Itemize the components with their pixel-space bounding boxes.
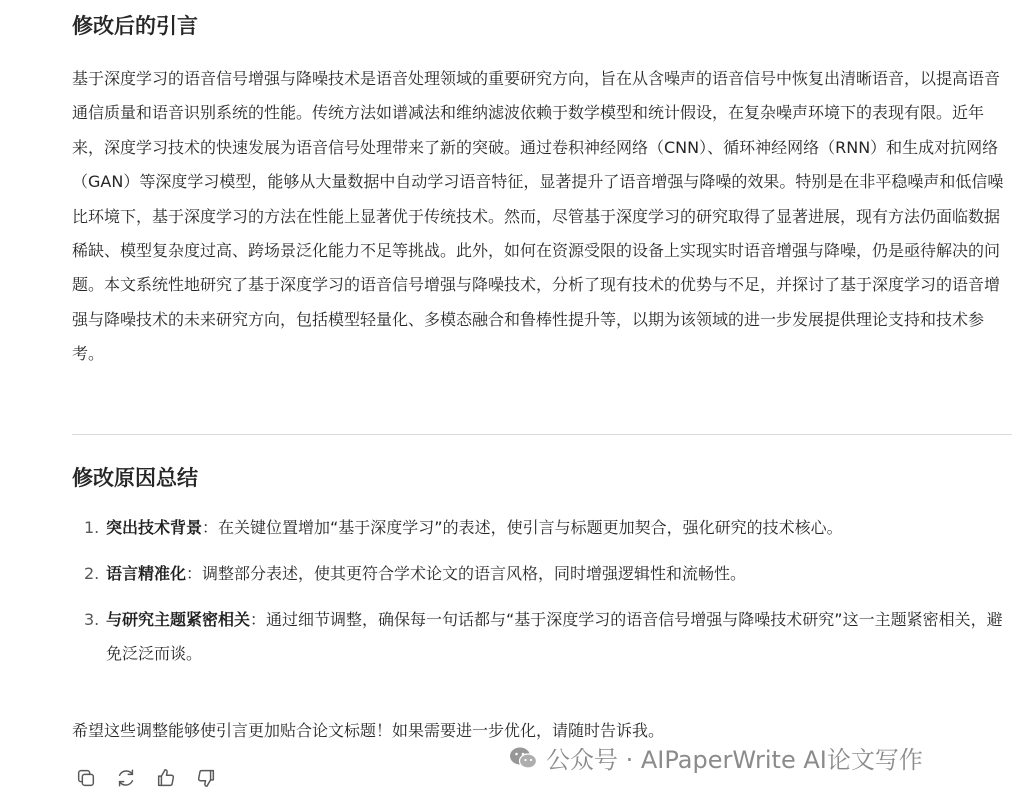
revised-intro-paragraph: 基于深度学习的语音信号增强与降噪技术是语音处理领域的重要研究方向，旨在从含噪声的语音信号中恢复出清晰语音，以提高语音通信质量和语音识别系统的性能。传统方法如谱减法和维纳滤波依赖于数学模型和统计假设，在复杂噪声环境下的表现有限。近年来，深度学习技术的快速发展为语音信号处理带来了新的突破。通过卷积神经网络（CNN）、循环神经网络（RNN）和生成对抗网络（GAN）等深度学习模型，能够从大量数据中自动学习语音特征，显著提升了语音增强与降噪的效果。特别是在非平稳噪声和低信噪比环境下，基于深度学习的方法在性能上显著优于传统技术。然而，尽管基于深度学习的研究取得了显著进展，现有方法仍面临数据稀缺、模型复杂度过高、跨场景泛化能力不足等挑战。此外，如何在资源受限的设备上实现实时语音增强与降噪，仍是亟待解决的问题。本文系统性地研究了基于深度学习的语音信号增强与降噪技术，分析了现有技术的优势与不足，并探讨了基于深度学习的语音增强与降噪技术的未来研究方向，包括模型轻量化、多模态融合和鲁棒性提升等，以期为该领域的进一步发展提供理论支持和技术参考。	[72, 69, 1004, 364]
thumbs-up-button[interactable]	[152, 764, 180, 792]
closing-text: 希望这些调整能够使引言更加贴合论文标题！如果需要进一步优化，请随时告诉我。	[72, 721, 665, 740]
regenerate-button[interactable]	[112, 764, 140, 792]
thumbs-down-button[interactable]	[192, 764, 220, 792]
list-item-heading: 与研究主题紧密相关	[106, 610, 251, 629]
watermark-text: 公众号 · AIPaperWrite AI论文写作	[546, 746, 923, 774]
list-item	[72, 511, 1012, 545]
list-item-text: ：调整部分表述，使其更符合学术论文的语言风格，同时增强逻辑性和流畅性。	[186, 564, 747, 583]
watermark	[508, 740, 923, 775]
list-item	[72, 603, 1012, 671]
section-title-reasons: 修改原因总结	[72, 466, 198, 490]
thumbs-down-icon	[195, 767, 217, 789]
section-title-revised-intro: 修改后的引言	[72, 14, 198, 38]
copy-icon	[75, 767, 97, 789]
list-number: 3.	[84, 610, 100, 629]
reasons-list	[72, 511, 1012, 683]
list-number: 1.	[84, 518, 100, 537]
list-item	[72, 557, 1012, 591]
wechat-icon	[508, 745, 538, 771]
list-item-heading: 突出技术背景	[106, 518, 203, 537]
list-item-heading: 语言精准化	[106, 564, 187, 583]
divider	[72, 434, 1012, 435]
regenerate-icon	[115, 767, 137, 789]
list-number: 2.	[84, 564, 100, 583]
thumbs-up-icon	[155, 767, 177, 789]
list-item-text: ：通过细节调整，确保每一句话都与“基于深度学习的语音信号增强与降噪技术研究”这一主题紧密相关，避免泛泛而谈。	[106, 610, 1003, 663]
copy-button[interactable]	[72, 764, 100, 792]
list-item-text: ：在关键位置增加“基于深度学习”的表述，使引言与标题更加契合，强化研究的技术核心。	[202, 518, 843, 537]
message-actions	[72, 764, 220, 792]
